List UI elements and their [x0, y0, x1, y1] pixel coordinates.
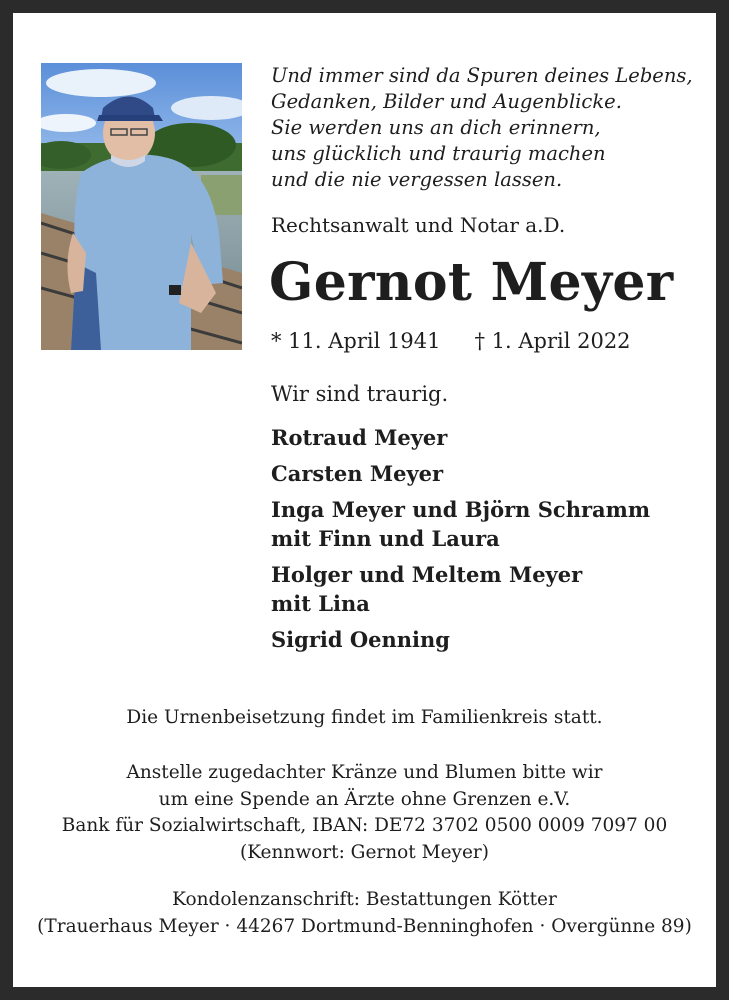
condolence-address	[13, 887, 716, 940]
deceased-name: Gernot Meyer	[269, 252, 674, 313]
obituary-notice	[13, 13, 716, 987]
mourner-entry	[271, 495, 650, 553]
poem-line: Gedanken, Bilder und Augenblicke.	[271, 90, 622, 113]
mourners-list	[271, 423, 650, 661]
mourner-line: Holger und Meltem Meyer	[271, 562, 583, 587]
poem-line: und die nie vergessen lassen.	[271, 168, 563, 191]
birth-date: * 11. April 1941	[271, 329, 441, 353]
mourner-line: mit Lina	[271, 591, 370, 616]
mourner-entry	[271, 459, 650, 488]
funeral-note: Die Urnenbeisetzung findet im Familienkreis statt.	[126, 707, 603, 728]
deceased-title: Rechtsanwalt und Notar a.D.	[271, 213, 566, 237]
poem-line: Sie werden uns an dich erinnern,	[271, 116, 601, 139]
life-dates	[271, 327, 631, 355]
donation-line: Anstelle zugedachter Kränze und Blumen bitte wir	[126, 762, 603, 783]
poem	[271, 63, 711, 193]
condolence-line: (Trauerhaus Meyer · 44267 Dortmund-Benninghofen · Overgünne 89)	[37, 915, 692, 937]
mourner-line: mit Finn und Laura	[271, 526, 500, 551]
poem-line: Und immer sind da Spuren deines Lebens,	[271, 64, 693, 87]
mourner-line: Inga Meyer und Björn Schramm	[271, 497, 651, 522]
donation-line: um eine Spende an Ärzte ohne Grenzen e.V.	[158, 788, 571, 810]
mourner-line: Sigrid Oenning	[271, 627, 450, 652]
poem-line: uns glücklich und traurig machen	[271, 142, 606, 165]
donation-keyword: (Kennwort: Gernot Meyer)	[240, 841, 489, 863]
mourner-entry	[271, 625, 650, 654]
condolence-line: Kondolenzanschrift: Bestattungen Kötter	[172, 889, 557, 910]
mourner-line: Carsten Meyer	[271, 461, 444, 486]
portrait-image	[41, 63, 242, 350]
mourner-entry	[271, 423, 650, 452]
mourner-entry	[271, 560, 650, 618]
mourner-line: Rotraud Meyer	[271, 425, 448, 450]
bank-details: Bank für Sozialwirtschaft, IBAN: DE72 3702 0500 0009 7097 00	[61, 815, 668, 836]
portrait-photo	[41, 63, 242, 350]
donation-request	[13, 760, 716, 866]
death-date: † 1. April 2022	[474, 329, 631, 353]
mourning-statement: Wir sind traurig.	[271, 382, 449, 406]
